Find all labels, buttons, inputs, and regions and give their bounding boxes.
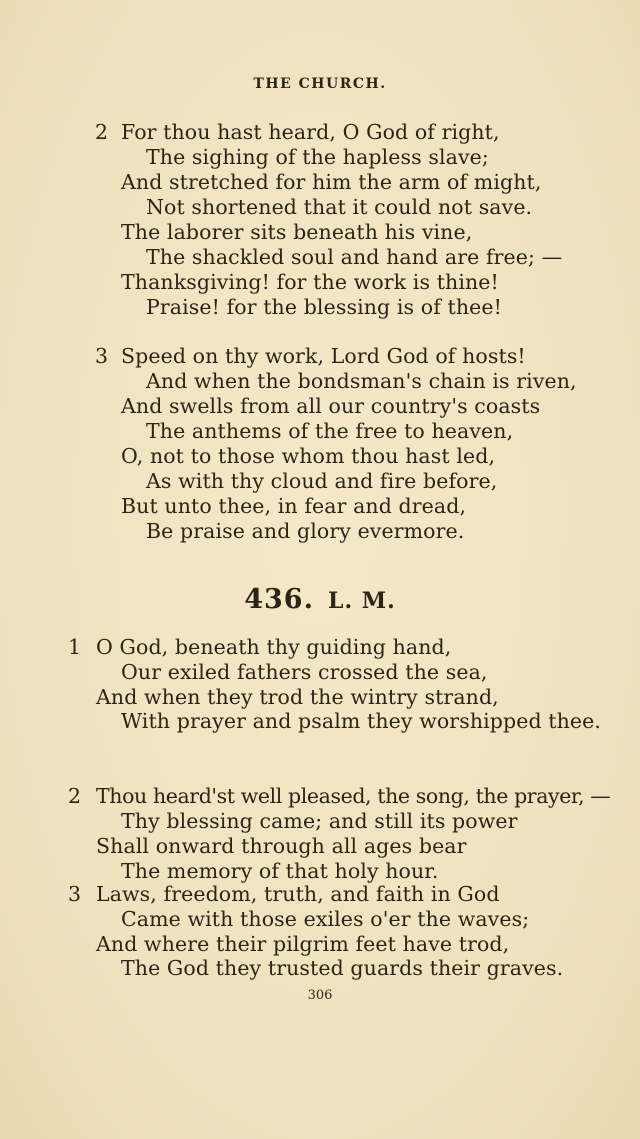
page-number: 306 (307, 988, 333, 1003)
verse-line: O God, beneath thy guiding hand, (96, 635, 452, 659)
verse-line: Not shortened that it could not save. (146, 195, 533, 219)
verse-line: The laborer sits beneath his vine, (121, 220, 473, 244)
stanza-number: 3 (68, 882, 82, 906)
verse-line: Our exiled fathers crossed the sea, (121, 660, 488, 684)
hymn-number: 436. (244, 584, 314, 615)
verse-line: The anthems of the free to heaven, (146, 419, 514, 443)
verse-line: Laws, freedom, truth, and faith in God (96, 882, 500, 906)
verse-line: And when they trod the wintry strand, (96, 685, 499, 709)
verse-line: Thou heard'st well pleased, the song, the prayer, — (96, 784, 611, 808)
verse-line: Praise! for the blessing is of thee! (146, 295, 502, 319)
verse-line: And swells from all our country's coasts (121, 394, 541, 418)
verse-line: For thou hast heard, O God of right, (121, 120, 500, 144)
verse-line: Thy blessing came; and still its power (121, 809, 518, 833)
verse-line: Thanksgiving! for the work is thine! (121, 270, 499, 294)
verse-line: And stretched for him the arm of might, (121, 170, 542, 194)
verse-line: Shall onward through all ages bear (96, 834, 467, 858)
verse-line: And when the bondsman's chain is riven, (146, 369, 577, 393)
verse-line: As with thy cloud and fire before, (146, 469, 498, 493)
verse-line: The memory of that holy hour. (121, 859, 439, 883)
verse-line: The shackled soul and hand are free; — (146, 245, 563, 269)
verse-line: Speed on thy work, Lord God of hosts! (121, 344, 526, 368)
verse-line: With prayer and psalm they worshipped thee. (121, 709, 602, 733)
stanza-number: 2 (68, 784, 82, 808)
stanza-number: 1 (68, 635, 82, 659)
hymn-title (0, 584, 640, 615)
verse-line: O, not to those whom thou hast led, (121, 444, 496, 468)
running-header: THE CHURCH. (253, 76, 387, 92)
verse-line: The sighing of the hapless slave; (146, 145, 489, 169)
stanza-number: 2 (95, 120, 109, 144)
verse-line: Came with those exiles o'er the waves; (121, 907, 530, 931)
verse-line: And where their pilgrim feet have trod, (96, 932, 510, 956)
verse-line: The God they trusted guards their graves. (121, 956, 564, 980)
verse-line: But unto thee, in fear and dread, (121, 494, 467, 518)
hymn-meter: L. M. (327, 588, 396, 614)
stanza-number: 3 (95, 344, 109, 368)
verse-line: Be praise and glory evermore. (146, 519, 465, 543)
